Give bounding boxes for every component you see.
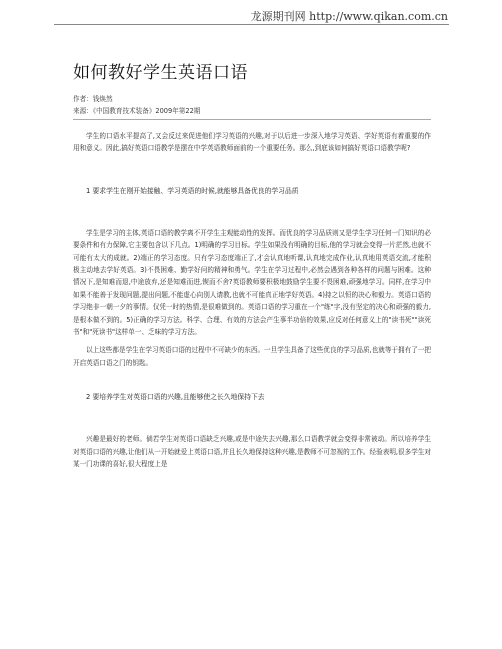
article (73, 58, 431, 471)
site-header: 龙源期刊网 http://www.qikan.com.cn (250, 10, 448, 23)
article-author: 作者：钱焕然 (73, 95, 113, 103)
section-1-paragraph-1: 学生是学习的主体,英语口语的教学离不开学生主观能动性的发挥。而优良的学习品质则又是学生学习任何一门知识的必要条件和有力保障,它主要包含以下几点。1)明确的学习目标。学生如果没有明确的目标,他的学习就会变得一片茫然,也就不可能有太大的成就。2)端正的学习态度。只有学习态度端正了,才会认真地听课,认真地完成作业,认真地用英语交流,才能积极主动地去学好英语。3)不畏困难、勤学好问的精神和勇气。学生在学习过程中,必然会遇到各种各样的问题与困难。这种情况下,是知难而退,中途放弃,还是知难而进,锲而不舍?英语教师要积极地鼓励学生要不畏困难,顽强地学习。同样,在学习中如果不能善于发现问题,提出问题,不能虚心向别人请教,也就不可能真正地学好英语。4)持之以恒的决心和毅力。英语口语的学习绝非一朝一夕的事情。仅凭一时的热情,是很难做到的。英语口语的学习重在一个"练"字,没有坚定的决心和顽强的毅力,是根本做不到的。5)正确的学习方法。科学、合理、有效的方法会产生事半功倍的效果,应反对任何意义上的"读书死""读死书"和"死读书"这样单一、乏味的学习方法。 (73, 228, 431, 337)
spacer (73, 369, 431, 391)
article-source: 来源：《中国教育技术装备》2009年第22期 (73, 107, 201, 115)
spacer (73, 197, 431, 227)
meta-divider (73, 119, 431, 120)
section-heading-2: 2 要培养学生对英语口语的兴趣,且能够使之长久地保持下去 (86, 393, 265, 402)
section-heading-1: 1 要求学生在刚开始接触、学习英语的时候,就能够具备优良的学习品质 (86, 186, 299, 195)
section-2-paragraph-1: 兴趣是最好的老师。倘若学生对英语口语缺乏兴趣,或是中途失去兴趣,那么口语教学就会变得非常被动。所以培养学生对英语口语的兴趣,让他们从一开始就爱上英语口语,并且长久地保持这种兴趣,是教师不可忽视的工作。经验表明,很多学生对某一门功课的喜好,很大程度上是 (73, 435, 431, 469)
intro-paragraph: 学生的口语水平提高了,又会反过来促进他们学习英语的兴趣,对于以后进一步深入地学习英语、学好英语有着重要的作用和意义。因此,搞好英语口语教学是摆在中学英语教师面前的一个重要任务。那么,到底该如何搞好英语口语教学呢? (73, 132, 431, 153)
section-1-paragraph-2: 以上这些都是学生在学习英语口语的过程中不可缺少的东西。一旦学生具备了这些优良的学习品质,也就等于拥有了一把开启英语口语之门的钥匙。 (73, 346, 431, 367)
header-divider (54, 24, 449, 25)
article-title: 如何教好学生英语口语 (73, 63, 248, 83)
spacer (73, 403, 431, 433)
spacer (73, 155, 431, 185)
